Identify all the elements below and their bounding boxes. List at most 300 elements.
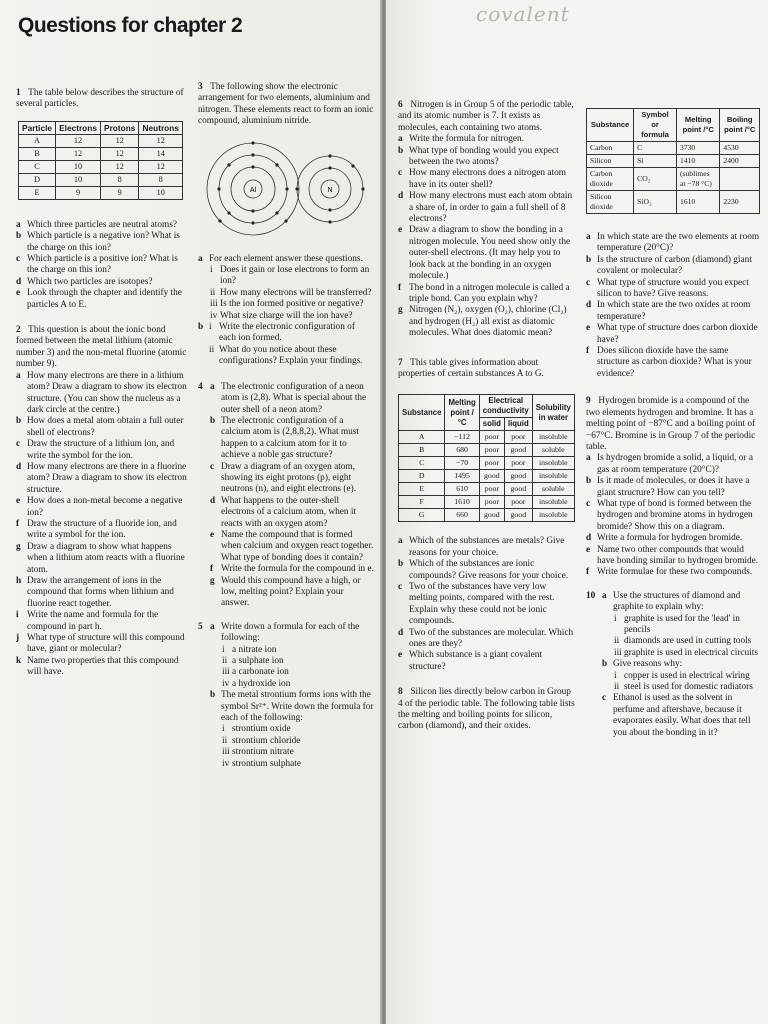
question-3a-sub-ii bbox=[210, 288, 374, 299]
question-2-part-e bbox=[16, 496, 188, 519]
question-2-part-text: Draw the arrangement of ions in the compound that forms when lithium and fluorine react together. bbox=[27, 576, 174, 609]
question-7-part-e bbox=[398, 650, 576, 673]
table-cell: G bbox=[399, 509, 445, 522]
question-2-part-text: Draw the structure of a fluoride ion, and write a symbol for the ion. bbox=[27, 518, 177, 541]
question-2-part-label: d bbox=[16, 461, 22, 472]
table-row bbox=[587, 155, 760, 168]
question-10: 10 a Use the structures of diamond and graphite to explain why: i graphite is used for the 'lead' in pencils ii diamonds are used in cutting tools iii graphite is used in electrical circuits b Give reasons why: i copper is used in electrical wiring ii steel is used for domestic radiators c Ethanol is used as the solvent in perfume and aftershave, because it evaporates easily. What does that tell you about the bonding in it? bbox=[586, 591, 762, 739]
question-8-part-label: a bbox=[586, 232, 591, 242]
question-7-part-label: e bbox=[398, 650, 403, 661]
question-2-part-label: j bbox=[16, 633, 20, 644]
question-3b-sub-label: i bbox=[209, 322, 212, 333]
table-row bbox=[19, 147, 183, 160]
table-cell: A bbox=[399, 431, 445, 444]
question-4-part-label: f bbox=[210, 564, 214, 575]
question-2-part-label: e bbox=[16, 496, 21, 507]
question-1-part-text: Which particle is a negative ion? What is the charge on this ion? bbox=[27, 231, 180, 253]
table-cell: good bbox=[479, 470, 504, 483]
question-3a-sub-text: Is the ion formed positive or negative? bbox=[220, 299, 364, 310]
table-cell: 680 bbox=[445, 444, 479, 457]
question-1-part-text: Which three particles are neutral atoms? bbox=[27, 219, 177, 230]
question-10b-sub-label: ii bbox=[614, 682, 620, 693]
question-2-part-k bbox=[16, 656, 188, 679]
table-row bbox=[399, 483, 575, 496]
table-cell: F bbox=[399, 496, 445, 509]
question-10a-sub-ii bbox=[614, 636, 762, 647]
table-cell: 8 bbox=[139, 173, 183, 186]
table-cell: 3730 bbox=[677, 142, 720, 155]
question-1-part-label: d bbox=[16, 276, 22, 287]
question-6-part-text: Nitrogen (N₂), oxygen (O₂), chlorine (Cl₂) and hydrogen (H₂) all exist as diatomic molecules. What does diatomic mean? bbox=[409, 305, 567, 339]
table-cell: Carbon dioxide bbox=[587, 168, 634, 191]
aluminium-label: Al bbox=[249, 186, 257, 194]
table-header-cell: Substance bbox=[587, 109, 634, 142]
question-2-part-label: c bbox=[16, 439, 21, 450]
table-cell: poor bbox=[479, 496, 504, 509]
question-1-part-a bbox=[16, 220, 188, 231]
question-6-part-label: e bbox=[398, 225, 403, 236]
question-9-part-b bbox=[586, 476, 762, 499]
question-8-part-f bbox=[586, 346, 762, 380]
question-9-part-label: c bbox=[586, 498, 591, 509]
question-6-part-c bbox=[398, 168, 576, 191]
table-cell: −70 bbox=[445, 457, 479, 470]
table-cell: A bbox=[19, 134, 56, 147]
question-5b-sub-text: strontium sulphate bbox=[232, 758, 301, 769]
question-9-part-d bbox=[586, 533, 762, 544]
question-4-part-text: Draw a diagram of an oxygen atom, showing its eight protons (p), eight neutrons (n), and eight electrons (e). bbox=[221, 461, 357, 495]
question-4-part-label: g bbox=[210, 575, 215, 586]
question-4-part-text: Name the compound that is formed when calcium and oxygen react together. What type of bonding does it contain? bbox=[221, 529, 374, 563]
question-2-part-j bbox=[16, 633, 188, 656]
question-9-part-label: d bbox=[586, 533, 592, 544]
question-1-part-text: Look through the chapter and identify the particles A to E. bbox=[27, 288, 182, 310]
question-9-part-e bbox=[586, 545, 762, 568]
question-3a-sub-iii bbox=[210, 299, 374, 310]
question-10a-sub-label: iii bbox=[614, 647, 622, 658]
question-3a-sub-label: ii bbox=[210, 287, 216, 298]
question-1-part-label: a bbox=[16, 219, 21, 230]
question-3-part-a: a For each element answer these questions. bbox=[198, 253, 363, 264]
table-cell: 12 bbox=[101, 160, 139, 173]
question-4-part-g bbox=[210, 576, 374, 610]
table-cell: 1410 bbox=[677, 155, 720, 168]
question-2-part-label: b bbox=[16, 416, 22, 427]
nitrogen-label: N bbox=[327, 186, 333, 194]
table-cell: poor bbox=[479, 431, 504, 444]
question-10b-sub-label: i bbox=[614, 670, 617, 681]
right-page bbox=[386, 0, 768, 1024]
question-6-part-text: Write the formula for nitrogen. bbox=[409, 134, 525, 145]
question-2-part-text: Draw the structure of a lithium ion, and write the symbol for the ion. bbox=[27, 439, 175, 461]
question-4-part-text: Write the formula for the compound in e. bbox=[221, 564, 374, 575]
question-4-part-e bbox=[210, 530, 374, 564]
table-cell: soluble bbox=[532, 483, 574, 496]
table-cell: B bbox=[399, 444, 445, 457]
table-row bbox=[399, 509, 575, 522]
question-8-part-label: e bbox=[586, 323, 591, 334]
table-cell: good bbox=[504, 470, 532, 483]
question-4-part-label: b bbox=[210, 415, 216, 426]
question-1-part-text: Which particle is a positive ion? What is the charge on this ion? bbox=[27, 254, 178, 276]
question-5b-sub-label: i bbox=[222, 724, 225, 735]
question-4-part-label: d bbox=[210, 495, 216, 506]
table-header-cell: Neutrons bbox=[139, 121, 183, 134]
table-cell: 12 bbox=[56, 134, 101, 147]
question-2-parts bbox=[16, 371, 188, 679]
question-2-part-d bbox=[16, 462, 188, 496]
table-cell: 12 bbox=[101, 147, 139, 160]
question-10a-sub-label: i bbox=[614, 613, 617, 624]
question-7-part-text: Two of the substances have very low melting points, compared with the rest. Explain why these could not be ionic compounds. bbox=[409, 581, 555, 627]
question-3a-sub-label: i bbox=[210, 265, 213, 276]
question-7: 7 This table gives information about properties of certain substances A to G. Substance Melting point /°C Electrical conductivity Solubility in water solid liquid A −112 poor poor insoluble B 680 poor good soluble C −70 poor poor insoluble D 1495 good good insoluble E 610 poor good soluble F 1610 poor poor insoluble G 660 good good insoluble a Which of the substances are metals? Give reasons for your choice. b Which of the substances are ionic compounds? Give reasons for your choice. c Two of the substances have very low melting points, compared with the rest. Explain why these could not be ionic compounds. d Two of the substances are molecular. Which ones are they? e Which substance is a giant covalent structure? bbox=[398, 358, 576, 674]
question-8-part-label: c bbox=[586, 277, 591, 288]
table-cell: poor bbox=[479, 444, 504, 457]
table-header-cell: Symbol or formula bbox=[634, 109, 677, 142]
question-1-part-text: Which two particles are isotopes? bbox=[27, 276, 153, 287]
question-3a-sub-label: iii bbox=[210, 299, 218, 310]
table-header-cell: Melting point /°C bbox=[677, 109, 720, 142]
table-cell: 2400 bbox=[720, 155, 760, 168]
table-header-cell: Protons bbox=[101, 121, 139, 134]
question-7-part-text: Which of the substances are ionic compounds? Give reasons for your choice. bbox=[409, 559, 569, 581]
table-row bbox=[399, 444, 575, 457]
question-6-part-b bbox=[398, 146, 576, 169]
question-6-part-text: What type of bonding would you expect between the two atoms? bbox=[409, 145, 559, 168]
question-7-part-d bbox=[398, 628, 576, 651]
table-cell: C bbox=[19, 160, 56, 173]
table-row bbox=[19, 186, 183, 199]
question-4-part-b bbox=[210, 416, 374, 462]
table-cell: good bbox=[479, 509, 504, 522]
question-1-part-d bbox=[16, 277, 188, 288]
question-2-part-text: How does a non-metal become a negative ion? bbox=[27, 496, 183, 518]
question-1: 1 The table below describes the structure of several particles. Particle Electrons Protons Neutrons A 12 12 12 B 12 12 14 C 10 12 12 D 10 8 8 E 9 9 10 a Which three particles are neutral atoms? b Which particle is a negative ion? What is the charge on this ion? c Which particle is a positive ion? What is the charge on this ion? d Which two particles are isotopes? e Look through the chapter and identify the particles A to E. bbox=[16, 88, 188, 311]
question-2-part-g bbox=[16, 542, 188, 576]
substances-table: Substance Melting point /°C Electrical conductivity Solubility in water solid liquid A −112 poor poor insoluble B 680 poor good soluble C −70 poor poor insoluble D 1495 good good insoluble E 610 poor good soluble F 1610 poor poor insoluble G 660 good good insoluble bbox=[398, 394, 575, 522]
left-column-2 bbox=[198, 82, 374, 776]
question-9-part-label: a bbox=[586, 453, 591, 464]
question-5a-sub-text: a sulphate ion bbox=[232, 656, 284, 667]
table-cell: 14 bbox=[139, 147, 183, 160]
question-2-part-label: f bbox=[16, 518, 20, 529]
table-cell: 9 bbox=[56, 186, 101, 199]
table-cell: insoluble bbox=[532, 470, 574, 483]
question-8-part-d bbox=[586, 300, 762, 323]
table-cell: 10 bbox=[56, 160, 101, 173]
table-cell: E bbox=[19, 186, 56, 199]
question-10a-sub-label: ii bbox=[614, 636, 620, 647]
question-3b-sub-label: ii bbox=[209, 344, 215, 355]
question-7-part-text: Two of the substances are molecular. Which ones are they? bbox=[409, 627, 574, 649]
question-2-part-b bbox=[16, 416, 188, 439]
table-cell: 12 bbox=[139, 160, 183, 173]
table-cell: good bbox=[504, 483, 532, 496]
question-10b-sub-ii bbox=[614, 682, 762, 693]
question-2-part-i bbox=[16, 610, 188, 633]
question-5a-sub-iv bbox=[222, 679, 374, 690]
question-3b-sub-ii bbox=[209, 345, 374, 368]
question-9-part-a bbox=[586, 453, 762, 476]
question-2-part-text: How many electrons are there in a lithium atom? Draw a diagram to show its electron structure. (You can show the nucleus as a dark circle at the centre.) bbox=[27, 370, 187, 415]
question-9-part-text: Is it made of molecules, or does it have a giant structure? How can you tell? bbox=[597, 476, 750, 498]
table-cell: 1495 bbox=[445, 470, 479, 483]
question-7-part-b bbox=[398, 559, 576, 582]
question-4-part-label: e bbox=[210, 529, 215, 540]
question-5: 5 a Write down a formula for each of the following: i a nitrate ion ii a sulphate ion iii a carbonate ion iv a hydroxide ion b The metal strontium forms ions with the symbol Sr²⁺. Write down the formula for each of the following: i strontium oxide ii strontium chloride iii strontium nitrate iv strontium sulphate bbox=[198, 621, 374, 769]
table-cell: SiO₂ bbox=[634, 191, 677, 214]
table-cell: C bbox=[399, 457, 445, 470]
question-2: 2 This question is about the ionic bond formed between the metal lithium (atomic number 3) and the non-metal fluorine (atomic number 9). a How many electrons are there in a lithium atom? Draw a diagram to show its electron structure. (You can show the nucleus as a dark circle at the centre.) b How does a metal atom obtain a full outer shell of electrons? c Draw the structure of a lithium ion, and write the symbol for the ion. d How many electrons are there in a fluorine atom? Draw a diagram to show its electron structure. e How does a non-metal become a negative ion? f Draw the structure of a fluoride ion, and write a symbol for the ion. g Draw a diagram to show what happens when a lithium atom reacts with a fluorine atom. h Draw the arrangement of ions in the compound that forms when lithium and fluorine react together. i Write the name and formula for the compound in part h. j What type of structure will this compound have, giant or molecular? k Name two properties that this compound will have. bbox=[16, 325, 187, 678]
question-8-part-text: What type of structure does carbon dioxide have? bbox=[597, 323, 758, 345]
table-cell: Si bbox=[634, 155, 677, 168]
question-6-part-text: Draw a diagram to show the bonding in a nitrogen molecule. You need show only the outer-shell electrons. (It may help you to look back at the bonding in an oxygen molecule.) bbox=[409, 225, 571, 282]
table-cell: 1610 bbox=[677, 191, 720, 214]
table-cell: 10 bbox=[139, 186, 183, 199]
question-4-part-d bbox=[210, 496, 374, 530]
table-cell: CO₂ bbox=[634, 168, 677, 191]
page-title: Questions for chapter 2 bbox=[18, 14, 243, 37]
question-1-parts bbox=[16, 220, 188, 311]
question-5a-sub-ii bbox=[222, 656, 374, 667]
table-cell: Silicon dioxide bbox=[587, 191, 634, 214]
question-8-part-text: What type of structure would you expect silicon to have? Give reasons. bbox=[597, 277, 749, 300]
table-row bbox=[399, 470, 575, 483]
left-column-1 bbox=[16, 88, 188, 685]
question-5a-sub-label: iii bbox=[222, 667, 230, 678]
question-8-parts bbox=[586, 232, 762, 380]
question-4-part-text: The electronic configuration of a calcium atom is (2,8,8,2). What must happen to a calcium atom for it to achieve a noble gas structure? bbox=[221, 415, 359, 461]
table-cell: C bbox=[634, 142, 677, 155]
table-cell: D bbox=[19, 173, 56, 186]
table-cell: insoluble bbox=[532, 457, 574, 470]
table-header-row bbox=[587, 109, 760, 142]
table-cell: insoluble bbox=[532, 496, 574, 509]
question-2-part-h bbox=[16, 576, 188, 610]
question-6-part-label: f bbox=[398, 282, 402, 293]
table-cell: D bbox=[399, 470, 445, 483]
table-header-row bbox=[19, 121, 183, 134]
question-6-part-f bbox=[398, 283, 576, 306]
table-cell: 610 bbox=[445, 483, 479, 496]
question-6: 6 Nitrogen is in Group 5 of the periodic table, and its atomic number is 7. It exists as molecules, each containing two atoms. a Write the formula for nitrogen. b What type of bonding would you expect between the two atoms? c How many electrons does a nitrogen atom have in its outer shell? d How many electrons must each atom obtain a share of, in order to gain a full shell of 8 electrons? e Draw a diagram to show the bonding in a nitrogen molecule. You need show only the outer-shell electrons. (It may help you to look back at the bonding in an oxygen molecule.) f The bond in a nitrogen molecule is called a triple bond. Can you explain why? g Nitrogen (N₂), oxygen (O₂), chlorine (Cl₂) and hydrogen (H₂) all exist as diatomic molecules. What does diatomic mean? bbox=[398, 100, 576, 340]
question-4-part-f bbox=[210, 564, 374, 575]
question-6-part-label: d bbox=[398, 191, 404, 202]
question-2-part-text: Name two properties that this compound will have. bbox=[27, 655, 179, 678]
question-8-part-e bbox=[586, 323, 762, 346]
question-5b-sub-label: ii bbox=[222, 735, 228, 746]
question-3a-sub-text: How many electrons will be transferred? bbox=[220, 287, 372, 298]
question-8-part-label: b bbox=[586, 254, 592, 265]
question-9-part-f bbox=[586, 567, 762, 578]
table-cell: 9 bbox=[101, 186, 139, 199]
question-5b-sub-i bbox=[222, 724, 374, 735]
question-1-part-label: e bbox=[16, 288, 21, 299]
question-1-part-c bbox=[16, 254, 188, 277]
question-4-part-text: Would this compound have a high, or low, melting point? Explain your answer. bbox=[221, 575, 361, 609]
carbon-silicon-table bbox=[586, 108, 760, 214]
question-4: 4 a The electronic configuration of a neon atom is (2,8). What is special about the outer shell of a neon atom? b The electronic configuration of a calcium atom is (2,8,8,2). What must happen to a calcium atom for it to achieve a noble gas structure? c Draw a diagram of an oxygen atom, showing its eight protons (p), eight neutrons (n), and eight electrons (e). d What happens to the outer-shell electrons of a calcium atom, when it reacts with an oxygen atom? e Name the compound that is formed when calcium and oxygen react together. What type of bonding does it contain? f Write the formula for the compound in e. g Would this compound have a high, or low, melting point? Explain your answer. bbox=[198, 381, 374, 609]
table-cell: 4530 bbox=[720, 142, 760, 155]
table-row bbox=[587, 168, 760, 191]
question-10a-sub-text: graphite is used for the 'lead' in pencils bbox=[624, 613, 740, 635]
question-9-part-text: Write formulae for these two compounds. bbox=[597, 567, 753, 578]
table-cell: poor bbox=[504, 431, 532, 444]
question-2-part-c bbox=[16, 439, 188, 462]
question-8-part-text: Is the structure of carbon (diamond) giant covalent or molecular? bbox=[597, 254, 752, 277]
question-10a-sub-text: graphite is used in electrical circuits bbox=[624, 647, 758, 658]
table-row bbox=[19, 173, 183, 186]
table-cell: poor bbox=[479, 457, 504, 470]
electron-diagram bbox=[198, 134, 368, 244]
table-row bbox=[587, 142, 760, 155]
question-5b-sub-iv bbox=[222, 759, 374, 770]
question-8-part-label: f bbox=[586, 346, 590, 357]
question-3b-sub-i bbox=[209, 322, 374, 345]
question-10b-sub-text: steel is used for domestic radiators bbox=[624, 682, 753, 693]
table-cell: insoluble bbox=[532, 431, 574, 444]
question-4-part-label: a bbox=[210, 381, 215, 392]
table-cell: Carbon bbox=[587, 142, 634, 155]
question-4-part-text: What happens to the outer-shell electrons of a calcium atom, when it reacts with an oxygen atom? bbox=[221, 495, 357, 529]
question-2-part-f bbox=[16, 519, 188, 542]
particles-table bbox=[18, 121, 183, 200]
question-2-part-label: i bbox=[16, 610, 19, 621]
question-5b-sub-text: strontium nitrate bbox=[232, 747, 294, 758]
question-7-part-label: b bbox=[398, 559, 404, 570]
table-cell: 10 bbox=[56, 173, 101, 186]
question-5a-sub-i bbox=[222, 645, 374, 656]
question-5a-sub-text: a hydroxide ion bbox=[232, 678, 291, 689]
question-3a-sub-label: iv bbox=[210, 310, 218, 321]
table-cell: 2230 bbox=[720, 191, 760, 214]
question-5a-sub-iii bbox=[222, 667, 374, 678]
table-cell: poor bbox=[479, 483, 504, 496]
question-8-part-label: d bbox=[586, 300, 592, 311]
question-6-part-text: How many electrons must each atom obtain a share of, in order to gain a full shell of 8 electrons? bbox=[409, 191, 573, 225]
table-row bbox=[399, 431, 575, 444]
question-3-part-b: b i Write the electronic configuration of each ion formed. ii What do you notice about these configurations? Explain your findings. bbox=[198, 322, 374, 368]
question-2-part-label: k bbox=[16, 655, 22, 666]
question-8: 8 Silicon lies directly below carbon in Group 4 of the periodic table. The following table lists the melting and boiling points for silicon, carbon (diamond), and their oxides. bbox=[398, 687, 575, 732]
question-5b-sub-label: iv bbox=[222, 758, 230, 769]
question-5b-sub-ii bbox=[222, 736, 374, 747]
question-1-part-e bbox=[16, 288, 188, 311]
question-7-part-label: c bbox=[398, 581, 403, 592]
question-6-part-e bbox=[398, 225, 576, 282]
question-7-part-text: Which of the substances are metals? Give reasons for your choice. bbox=[409, 536, 565, 558]
question-5a-sub-label: i bbox=[222, 644, 225, 655]
question-6-part-text: The bond in a nitrogen molecule is called a triple bond. Can you explain why? bbox=[409, 282, 570, 304]
table-cell: 1610 bbox=[445, 496, 479, 509]
question-10b-sub-i bbox=[614, 671, 762, 682]
question-8-part-b bbox=[586, 255, 762, 278]
question-6-part-a bbox=[398, 134, 576, 145]
table-cell: E bbox=[399, 483, 445, 496]
question-2-part-text: What type of structure will this compound have, giant or molecular? bbox=[27, 633, 185, 655]
question-6-part-label: c bbox=[398, 168, 403, 179]
question-2-part-text: Draw a diagram to show what happens when a lithium atom reacts with a fluorine atom. bbox=[27, 541, 185, 575]
question-6-part-d bbox=[398, 191, 576, 225]
table-row bbox=[19, 160, 183, 173]
table-row bbox=[399, 457, 575, 470]
question-9-part-c bbox=[586, 499, 762, 533]
question-1-part-b bbox=[16, 231, 188, 254]
question-7-part-text: Which substance is a giant covalent structure? bbox=[409, 650, 542, 672]
question-9-part-text: Name two other compounds that would have bonding similar to hydrogen bromide. bbox=[597, 544, 759, 566]
question-8-part-text: Does silicon dioxide have the same structure as carbon dioxide? What is your evidence? bbox=[597, 346, 752, 379]
question-2-part-a bbox=[16, 371, 188, 417]
table-cell: Silicon bbox=[587, 155, 634, 168]
question-3a-sub-text: What size charge will the ion have? bbox=[220, 310, 353, 321]
right-column-1 bbox=[398, 100, 576, 739]
question-10a-sub-text: diamonds are used in cutting tools bbox=[624, 636, 752, 647]
table-cell: B bbox=[19, 147, 56, 160]
question-3b-sub-text: What do you notice about these configurations? Explain your findings. bbox=[219, 344, 363, 367]
question-6-part-text: How many electrons does a nitrogen atom have in its outer shell? bbox=[409, 168, 566, 190]
table-row bbox=[399, 496, 575, 509]
question-9-part-label: e bbox=[586, 544, 591, 555]
question-9-part-text: Write a formula for hydrogen bromide. bbox=[597, 533, 743, 544]
table-header-cell: Electrons bbox=[56, 121, 101, 134]
question-9-part-text: Is hydrogen bromide a solid, a liquid, or a gas at room temperature (20°C)? bbox=[597, 453, 753, 475]
question-1-part-label: b bbox=[16, 231, 22, 242]
question-2-part-label: a bbox=[16, 370, 21, 381]
right-column-2 bbox=[586, 108, 762, 745]
question-5a-sub-text: a nitrate ion bbox=[232, 644, 277, 655]
question-4-part-a bbox=[210, 382, 374, 416]
question-5b-sub-text: strontium oxide bbox=[232, 724, 291, 735]
question-5a-sub-text: a carbonate ion bbox=[232, 667, 289, 678]
question-10a-sub-iii bbox=[614, 648, 762, 659]
table-cell: insoluble bbox=[532, 509, 574, 522]
question-5b-sub-label: iii bbox=[222, 747, 230, 758]
table-cell: good bbox=[504, 509, 532, 522]
question-3: 3 The following show the electronic arrangement for two elements, aluminium and nitrogen. These elements react to form an ionic compound, aluminium nitride. Al N a For each element answer these questions. i Does it gain or lose electrons to form an ion? ii How many electrons will be transferred? iii Is the ion formed positive or negative? iv What size charge will the ion have? b i Write the electronic configuration of each ion formed. ii What do you notice about these configurations? Explain your findings. bbox=[198, 82, 374, 367]
question-7-part-c bbox=[398, 582, 576, 628]
table-header-cell: Boiling point /°C bbox=[720, 109, 760, 142]
question-8-part-a bbox=[586, 232, 762, 255]
question-8-part-text: In which state are the two oxides at room temperature? bbox=[597, 300, 751, 322]
question-4-part-label: c bbox=[210, 461, 215, 472]
question-7-part-label: a bbox=[398, 536, 403, 547]
question-6-part-label: g bbox=[398, 305, 403, 316]
question-2-part-text: How does a metal atom obtain a full outer shell of electrons? bbox=[27, 416, 184, 438]
question-2-part-text: How many electrons are there in a fluorine atom? Draw a diagram to show its electron structure. bbox=[27, 461, 187, 495]
table-row bbox=[19, 134, 183, 147]
question-2-part-label: g bbox=[16, 541, 21, 552]
question-4-part-c bbox=[210, 462, 374, 496]
table-cell: 8 bbox=[101, 173, 139, 186]
question-6-part-g bbox=[398, 305, 576, 339]
question-9-part-label: f bbox=[586, 567, 590, 578]
question-5b-sub-iii bbox=[222, 747, 374, 758]
question-9: 9 Hydrogen bromide is a compound of the two elements hydrogen and bromine. It has a melting point of −87°C and a boiling point of −67°C. Bromine is in Group 7 of the periodic table. a Is hydrogen bromide a solid, a liquid, or a gas at room temperature (20°C)? b Is it made of molecules, or does it have a giant structure? How can you tell? c What type of bond is formed between the hydrogen and bromine atoms in hydrogen bromide? Show this on a diagram. d Write a formula for hydrogen bromide. e Name two other compounds that would have bonding similar to hydrogen bromide. f Write formulae for these two compounds. bbox=[586, 396, 762, 579]
table-cell: 12 bbox=[56, 147, 101, 160]
table-cell: (sublimes at −78 °C) bbox=[677, 168, 720, 191]
question-2-part-text: Write the name and formula for the compound in part h. bbox=[27, 610, 159, 632]
question-3a-sub-text: Does it gain or lose electrons to form an ion? bbox=[220, 265, 370, 287]
question-6-part-label: b bbox=[398, 145, 404, 156]
question-9-part-text: What type of bond is formed between the hydrogen and bromine atoms in hydrogen bromide? Show this on a diagram. bbox=[597, 498, 753, 532]
table-cell: poor bbox=[504, 457, 532, 470]
table-cell: poor bbox=[504, 496, 532, 509]
question-5a-sub-label: iv bbox=[222, 678, 230, 689]
aluminium-electrons bbox=[217, 141, 288, 224]
question-3a-sub-i bbox=[210, 265, 374, 288]
table-cell: −112 bbox=[445, 431, 479, 444]
